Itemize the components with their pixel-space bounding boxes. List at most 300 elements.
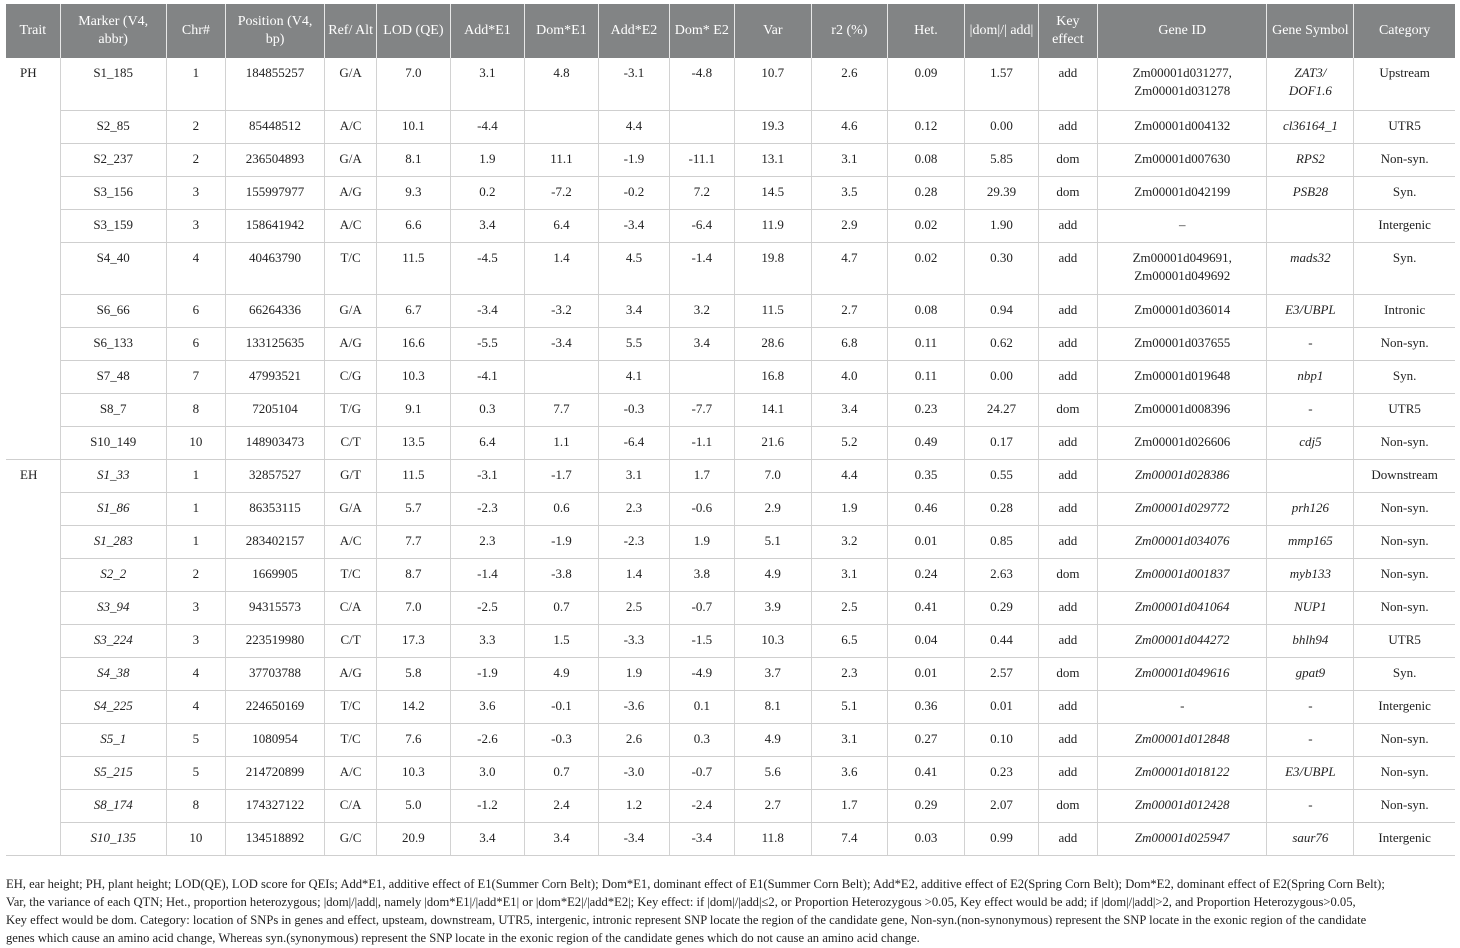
position-cell: 66264336 (226, 294, 325, 327)
dom-e2-cell: -1.4 (670, 242, 734, 294)
marker-cell: S4_225 (60, 690, 166, 723)
position-cell: 134518892 (226, 822, 325, 855)
position-cell: 32857527 (226, 459, 325, 492)
gene-id-line: Zm00001d049691, (1132, 249, 1232, 265)
add-e2-cell: -2.3 (598, 525, 669, 558)
lod-cell: 8.1 (377, 143, 451, 176)
table-body (6, 58, 1455, 855)
position-cell: 47993521 (226, 360, 325, 393)
position-cell: 155997977 (226, 176, 325, 209)
chr-cell: 4 (166, 657, 225, 690)
ref-alt-cell: G/A (325, 294, 377, 327)
gene-symbol-cell (1267, 657, 1354, 690)
marker-cell: S8_7 (60, 393, 166, 426)
position-cell: 184855257 (226, 58, 325, 110)
dom-e2-cell: 0.3 (670, 723, 734, 756)
var-cell: 3.7 (734, 657, 812, 690)
gene-id-line: Zm00001d001837 (1134, 565, 1230, 581)
category-cell: Syn. (1354, 176, 1455, 209)
gene-id-cell (1097, 242, 1267, 294)
table-row (6, 657, 1455, 690)
qtn-table (6, 4, 1455, 856)
add-e1-cell: -1.9 (450, 657, 525, 690)
lod-cell: 7.0 (377, 591, 451, 624)
dom-e2-cell: -3.4 (670, 822, 734, 855)
dom-add-ratio-cell: 1.90 (965, 209, 1039, 242)
het-cell: 0.08 (887, 143, 965, 176)
het-cell: 0.02 (887, 209, 965, 242)
table-header-row (6, 4, 1455, 58)
gene-id-line: Zm00001d044272 (1134, 631, 1230, 647)
key-effect-cell: add (1038, 756, 1097, 789)
var-cell: 16.8 (734, 360, 812, 393)
marker-cell: S6_66 (60, 294, 166, 327)
ref-alt-cell: G/C (325, 822, 377, 855)
marker-cell: S2_2 (60, 558, 166, 591)
table-row (6, 525, 1455, 558)
gene-symbol-line: DOF1.6 (1288, 83, 1332, 98)
gene-symbol-line: NUP1 (1294, 598, 1327, 614)
dom-e2-cell: -7.7 (670, 393, 734, 426)
table-row (6, 143, 1455, 176)
position-cell: 283402157 (226, 525, 325, 558)
gene-id-cell (1097, 558, 1267, 591)
table-row (6, 723, 1455, 756)
gene-symbol-line: myb133 (1289, 565, 1331, 581)
r2-cell: 6.8 (812, 327, 888, 360)
key-effect-cell: dom (1038, 789, 1097, 822)
gene-id-line: Zm00001d012848 (1134, 730, 1230, 746)
var-cell: 4.9 (734, 723, 812, 756)
gene-symbol-line: - (1308, 697, 1313, 713)
r2-cell: 2.6 (812, 58, 888, 110)
add-e1-cell: -1.2 (450, 789, 525, 822)
gene-id-line: Zm00001d031278 (1134, 83, 1231, 98)
add-e2-cell: -6.4 (598, 426, 669, 459)
dom-add-ratio-cell: 0.44 (965, 624, 1039, 657)
category-cell: Intergenic (1354, 209, 1455, 242)
gene-symbol-cell (1267, 426, 1354, 459)
ref-alt-cell: A/C (325, 209, 377, 242)
gene-symbol-cell (1267, 360, 1354, 393)
dom-add-ratio-cell: 2.63 (965, 558, 1039, 591)
marker-cell: S5_1 (60, 723, 166, 756)
add-e2-cell: 5.5 (598, 327, 669, 360)
r2-cell: 1.7 (812, 789, 888, 822)
gene-symbol-line: cdj5 (1299, 433, 1322, 449)
key-effect-cell: add (1038, 723, 1097, 756)
category-cell: Syn. (1354, 360, 1455, 393)
add-e2-cell: 4.1 (598, 360, 669, 393)
dom-e1-cell: -0.3 (525, 723, 599, 756)
ref-alt-cell: C/T (325, 624, 377, 657)
het-cell: 0.08 (887, 294, 965, 327)
gene-symbol-line: saur76 (1292, 829, 1329, 845)
footnote-line: genes which cause an amino acid change, Whereas syn.(synonymous) represent the SNP locate in the exonic region of the candidate genes which do not cause an amino acid change. (6, 931, 920, 945)
lod-cell: 7.0 (377, 58, 451, 110)
het-cell: 0.09 (887, 58, 965, 110)
key-effect-cell: dom (1038, 143, 1097, 176)
key-effect-cell: add (1038, 426, 1097, 459)
ref-alt-cell: G/T (325, 459, 377, 492)
key-effect-cell: add (1038, 492, 1097, 525)
dom-e1-cell: 1.4 (525, 242, 599, 294)
gene-id-cell (1097, 624, 1267, 657)
gene-id-line: Zm00001d042199 (1134, 183, 1231, 199)
gene-symbol-cell (1267, 327, 1354, 360)
column-header: r2 (%) (812, 4, 888, 58)
gene-id-line: Zm00001d037655 (1134, 334, 1231, 350)
gene-symbol-cell (1267, 690, 1354, 723)
r2-cell: 2.7 (812, 294, 888, 327)
add-e1-cell: 3.3 (450, 624, 525, 657)
key-effect-cell: add (1038, 110, 1097, 143)
category-cell: Non-syn. (1354, 492, 1455, 525)
gene-symbol-line: - (1308, 730, 1313, 746)
gene-symbol-cell (1267, 459, 1354, 492)
gene-symbol-cell (1267, 558, 1354, 591)
position-cell: 133125635 (226, 327, 325, 360)
gene-id-line: Zm00001d028386 (1134, 466, 1230, 482)
position-cell: 224650169 (226, 690, 325, 723)
het-cell: 0.28 (887, 176, 965, 209)
var-cell: 11.5 (734, 294, 812, 327)
lod-cell: 10.1 (377, 110, 451, 143)
var-cell: 4.9 (734, 558, 812, 591)
gene-id-line: Zm00001d036014 (1134, 301, 1231, 317)
marker-cell: S7_48 (60, 360, 166, 393)
dom-e1-cell (525, 110, 599, 143)
ref-alt-cell: A/G (325, 176, 377, 209)
ref-alt-cell: C/A (325, 591, 377, 624)
dom-add-ratio-cell: 5.85 (965, 143, 1039, 176)
position-cell: 1080954 (226, 723, 325, 756)
lod-cell: 17.3 (377, 624, 451, 657)
ref-alt-cell: A/G (325, 327, 377, 360)
add-e2-cell: 1.4 (598, 558, 669, 591)
gene-id-line: Zm00001d025947 (1134, 829, 1230, 845)
var-cell: 2.7 (734, 789, 812, 822)
key-effect-cell: add (1038, 822, 1097, 855)
dom-e1-cell: -3.2 (525, 294, 599, 327)
ref-alt-cell: T/C (325, 723, 377, 756)
dom-e2-cell: -4.8 (670, 58, 734, 110)
lod-cell: 5.7 (377, 492, 451, 525)
category-cell: Non-syn. (1354, 756, 1455, 789)
gene-symbol-cell (1267, 294, 1354, 327)
var-cell: 10.7 (734, 58, 812, 110)
category-cell: Non-syn. (1354, 723, 1455, 756)
var-cell: 21.6 (734, 426, 812, 459)
gene-id-cell (1097, 143, 1267, 176)
var-cell: 5.6 (734, 756, 812, 789)
gene-symbol-line: cl36164_1 (1282, 117, 1338, 133)
marker-cell: S8_174 (60, 789, 166, 822)
category-cell: Non-syn. (1354, 789, 1455, 822)
category-cell: Non-syn. (1354, 558, 1455, 591)
gene-id-cell (1097, 690, 1267, 723)
add-e1-cell: 3.4 (450, 209, 525, 242)
gene-id-line: Zm00001d018122 (1134, 763, 1230, 779)
dom-e2-cell: -4.9 (670, 657, 734, 690)
add-e1-cell: -1.4 (450, 558, 525, 591)
dom-e1-cell: 6.4 (525, 209, 599, 242)
r2-cell: 3.1 (812, 723, 888, 756)
r2-cell: 2.3 (812, 657, 888, 690)
category-cell: Non-syn. (1354, 591, 1455, 624)
column-header: Key effect (1038, 4, 1097, 58)
gene-id-line: – (1178, 216, 1186, 232)
dom-e1-cell: 0.7 (525, 591, 599, 624)
chr-cell: 10 (166, 822, 225, 855)
marker-cell: S3_224 (60, 624, 166, 657)
add-e1-cell: 3.1 (450, 58, 525, 110)
r2-cell: 4.7 (812, 242, 888, 294)
add-e2-cell: 3.4 (598, 294, 669, 327)
table-row (6, 426, 1455, 459)
table-row (6, 558, 1455, 591)
chr-cell: 2 (166, 558, 225, 591)
gene-id-cell (1097, 492, 1267, 525)
var-cell: 5.1 (734, 525, 812, 558)
lod-cell: 7.6 (377, 723, 451, 756)
chr-cell: 8 (166, 789, 225, 822)
dom-add-ratio-cell: 0.00 (965, 110, 1039, 143)
add-e2-cell: -3.0 (598, 756, 669, 789)
dom-e1-cell: 2.4 (525, 789, 599, 822)
het-cell: 0.01 (887, 525, 965, 558)
add-e2-cell: -0.2 (598, 176, 669, 209)
add-e1-cell: 1.9 (450, 143, 525, 176)
column-header: LOD (QE) (377, 4, 451, 58)
r2-cell: 3.2 (812, 525, 888, 558)
column-header: Gene Symbol (1267, 4, 1354, 58)
key-effect-cell: dom (1038, 657, 1097, 690)
table-row (6, 176, 1455, 209)
gene-id-cell (1097, 110, 1267, 143)
lod-cell: 11.5 (377, 459, 451, 492)
add-e2-cell: 3.1 (598, 459, 669, 492)
gene-symbol-line: E3/UBPL (1285, 301, 1336, 317)
chr-cell: 5 (166, 723, 225, 756)
lod-cell: 5.8 (377, 657, 451, 690)
dom-e2-cell: -11.1 (670, 143, 734, 176)
dom-e1-cell: 1.1 (525, 426, 599, 459)
dom-add-ratio-cell: 0.29 (965, 591, 1039, 624)
var-cell: 2.9 (734, 492, 812, 525)
ref-alt-cell: C/G (325, 360, 377, 393)
r2-cell: 7.4 (812, 822, 888, 855)
key-effect-cell: add (1038, 690, 1097, 723)
gene-symbol-cell (1267, 624, 1354, 657)
gene-symbol-line: mads32 (1290, 249, 1331, 265)
table-row (6, 360, 1455, 393)
add-e2-cell: -3.4 (598, 822, 669, 855)
dom-e2-cell: 3.8 (670, 558, 734, 591)
key-effect-cell: add (1038, 591, 1097, 624)
var-cell: 28.6 (734, 327, 812, 360)
table-row (6, 492, 1455, 525)
gene-id-line: Zm00001d007630 (1134, 150, 1231, 166)
key-effect-cell: add (1038, 294, 1097, 327)
gene-symbol-line: prh126 (1291, 499, 1330, 515)
gene-symbol-line: - (1308, 400, 1313, 416)
column-header: Dom* E2 (670, 4, 734, 58)
het-cell: 0.27 (887, 723, 965, 756)
gene-symbol-line: nbp1 (1297, 367, 1324, 383)
gene-id-cell (1097, 393, 1267, 426)
dom-add-ratio-cell: 0.94 (965, 294, 1039, 327)
ref-alt-cell: T/C (325, 690, 377, 723)
ref-alt-cell: A/G (325, 657, 377, 690)
column-header: Het. (887, 4, 965, 58)
gene-symbol-cell (1267, 176, 1354, 209)
r2-cell: 4.0 (812, 360, 888, 393)
dom-add-ratio-cell: 0.55 (965, 459, 1039, 492)
lod-cell: 8.7 (377, 558, 451, 591)
marker-cell: S3_159 (60, 209, 166, 242)
gene-id-cell (1097, 58, 1267, 110)
add-e2-cell: -3.3 (598, 624, 669, 657)
position-cell: 148903473 (226, 426, 325, 459)
r2-cell: 1.9 (812, 492, 888, 525)
var-cell: 11.9 (734, 209, 812, 242)
column-header: Position (V4, bp) (226, 4, 325, 58)
dom-add-ratio-cell: 29.39 (965, 176, 1039, 209)
add-e2-cell: 4.4 (598, 110, 669, 143)
dom-add-ratio-cell: 0.01 (965, 690, 1039, 723)
chr-cell: 1 (166, 525, 225, 558)
r2-cell: 3.5 (812, 176, 888, 209)
dom-e1-cell: 4.8 (525, 58, 599, 110)
het-cell: 0.12 (887, 110, 965, 143)
gene-symbol-cell (1267, 209, 1354, 242)
gene-symbol-cell (1267, 393, 1354, 426)
column-header: Chr# (166, 4, 225, 58)
dom-e2-cell: -1.1 (670, 426, 734, 459)
chr-cell: 2 (166, 143, 225, 176)
add-e1-cell: 2.3 (450, 525, 525, 558)
het-cell: 0.02 (887, 242, 965, 294)
marker-cell: S3_156 (60, 176, 166, 209)
add-e2-cell: 2.3 (598, 492, 669, 525)
lod-cell: 10.3 (377, 360, 451, 393)
var-cell: 8.1 (734, 690, 812, 723)
lod-cell: 11.5 (377, 242, 451, 294)
gene-id-line: Zm00001d019648 (1134, 367, 1231, 383)
add-e1-cell: -3.4 (450, 294, 525, 327)
gene-id-line: Zm00001d031277, (1132, 65, 1232, 80)
gene-symbol-cell (1267, 242, 1354, 294)
het-cell: 0.41 (887, 591, 965, 624)
chr-cell: 4 (166, 690, 225, 723)
het-cell: 0.29 (887, 789, 965, 822)
r2-cell: 4.6 (812, 110, 888, 143)
het-cell: 0.23 (887, 393, 965, 426)
table-row (6, 294, 1455, 327)
key-effect-cell: add (1038, 242, 1097, 294)
gene-symbol-cell (1267, 591, 1354, 624)
key-effect-cell: add (1038, 624, 1097, 657)
category-cell: UTR5 (1354, 624, 1455, 657)
column-header: Category (1354, 4, 1455, 58)
dom-e1-cell: 11.1 (525, 143, 599, 176)
table-row (6, 624, 1455, 657)
table-row (6, 58, 1455, 110)
het-cell: 0.03 (887, 822, 965, 855)
r2-cell: 6.5 (812, 624, 888, 657)
table-row (6, 327, 1455, 360)
lod-cell: 14.2 (377, 690, 451, 723)
var-cell: 13.1 (734, 143, 812, 176)
gene-id-line: Zm00001d008396 (1134, 400, 1231, 416)
lod-cell: 5.0 (377, 789, 451, 822)
lod-cell: 7.7 (377, 525, 451, 558)
ref-alt-cell: C/T (325, 426, 377, 459)
het-cell: 0.49 (887, 426, 965, 459)
ref-alt-cell: T/C (325, 558, 377, 591)
lod-cell: 9.1 (377, 393, 451, 426)
dom-e1-cell: -3.8 (525, 558, 599, 591)
dom-add-ratio-cell: 0.85 (965, 525, 1039, 558)
ref-alt-cell: G/A (325, 492, 377, 525)
var-cell: 3.9 (734, 591, 812, 624)
r2-cell: 3.1 (812, 558, 888, 591)
dom-e2-cell: 7.2 (670, 176, 734, 209)
marker-cell: S6_133 (60, 327, 166, 360)
gene-symbol-line: - (1308, 334, 1313, 350)
table-row (6, 822, 1455, 855)
gene-id-cell (1097, 591, 1267, 624)
chr-cell: 6 (166, 294, 225, 327)
lod-cell: 10.3 (377, 756, 451, 789)
gene-symbol-cell (1267, 143, 1354, 176)
gene-symbol-cell (1267, 110, 1354, 143)
gene-id-cell (1097, 327, 1267, 360)
footnote-line: Var, the variance of each QTN; Het., proportion heterozygous; |dom|/|add|, namely |dom*E1|/|add*E1| or |dom*E2|/|add*E2|; Key effect: if |dom|/|add|≤2, or Proportion Heterozygous >0.05, Key effect would be add; if |dom|/|add|>2, and Proportion Heterozygous>0.05, (6, 895, 1356, 909)
gene-id-line: Zm00001d029772 (1134, 499, 1230, 515)
r2-cell: 3.4 (812, 393, 888, 426)
column-header: Trait (6, 4, 60, 58)
r2-cell: 4.4 (812, 459, 888, 492)
chr-cell: 3 (166, 176, 225, 209)
r2-cell: 5.1 (812, 690, 888, 723)
table-footnote (6, 875, 1455, 947)
dom-e1-cell: -0.1 (525, 690, 599, 723)
het-cell: 0.11 (887, 360, 965, 393)
chr-cell: 8 (166, 393, 225, 426)
dom-add-ratio-cell: 0.23 (965, 756, 1039, 789)
dom-e2-cell (670, 360, 734, 393)
gene-symbol-cell (1267, 58, 1354, 110)
add-e1-cell: -5.5 (450, 327, 525, 360)
add-e1-cell: -2.3 (450, 492, 525, 525)
key-effect-cell: add (1038, 459, 1097, 492)
add-e2-cell: 2.6 (598, 723, 669, 756)
gene-id-cell (1097, 756, 1267, 789)
position-cell: 158641942 (226, 209, 325, 242)
gene-id-cell (1097, 657, 1267, 690)
add-e1-cell: -2.6 (450, 723, 525, 756)
gene-id-cell (1097, 209, 1267, 242)
marker-cell: S1_185 (60, 58, 166, 110)
chr-cell: 10 (166, 426, 225, 459)
key-effect-cell: add (1038, 58, 1097, 110)
gene-symbol-cell (1267, 789, 1354, 822)
column-header: |dom|/| add| (965, 4, 1039, 58)
add-e1-cell: 0.3 (450, 393, 525, 426)
dom-add-ratio-cell: 0.30 (965, 242, 1039, 294)
